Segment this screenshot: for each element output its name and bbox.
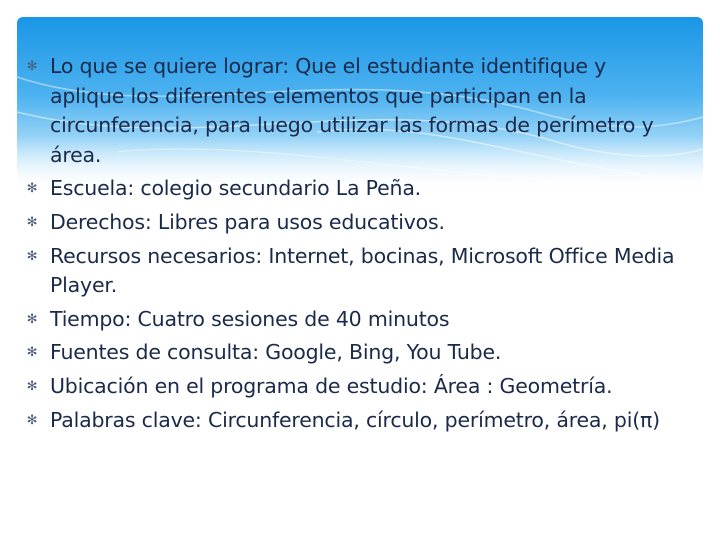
asterisk-bullet-icon: ✻ — [26, 412, 38, 428]
bullet-time — [22, 305, 682, 335]
bullet-text: Lo que se quiere lograr: Que el estudiante identifique y aplique los diferentes elementos que participan en la circunferencia, para luego utilizar las formas de perímetro y área. — [50, 54, 654, 167]
bullet-text: Palabras clave: Circunferencia, círculo, perímetro, área, pi(π) — [50, 407, 660, 432]
bullet-objective — [22, 52, 682, 170]
asterisk-bullet-icon: ✻ — [26, 311, 38, 327]
bullet-resources — [22, 242, 682, 301]
bullet-sources — [22, 338, 682, 368]
bullet-curriculum — [22, 372, 682, 402]
asterisk-bullet-icon: ✻ — [26, 248, 38, 264]
asterisk-bullet-icon: ✻ — [26, 378, 38, 394]
bullet-list — [22, 52, 682, 439]
bullet-text: Derechos: Libres para usos educativos. — [50, 209, 445, 234]
bullet-text: Recursos necesarios: Internet, bocinas, Microsoft Office Media Player. — [50, 243, 675, 298]
asterisk-bullet-icon: ✻ — [26, 59, 38, 74]
bullet-text: Fuentes de consulta: Google, Bing, You Tube. — [50, 340, 502, 365]
asterisk-bullet-icon: ✻ — [26, 345, 38, 361]
bullet-school — [22, 174, 682, 204]
bullet-text: Escuela: colegio secundario La Peña. — [50, 176, 421, 201]
bullet-rights — [22, 208, 682, 238]
asterisk-bullet-icon: ✻ — [26, 214, 38, 230]
bullet-text: Tiempo: Cuatro sesiones de 40 minutos — [50, 306, 450, 331]
bullet-keywords — [22, 406, 682, 436]
asterisk-bullet-icon: ✻ — [26, 181, 38, 197]
bullet-text: Ubicación en el programa de estudio: Área : Geometría. — [50, 373, 613, 398]
